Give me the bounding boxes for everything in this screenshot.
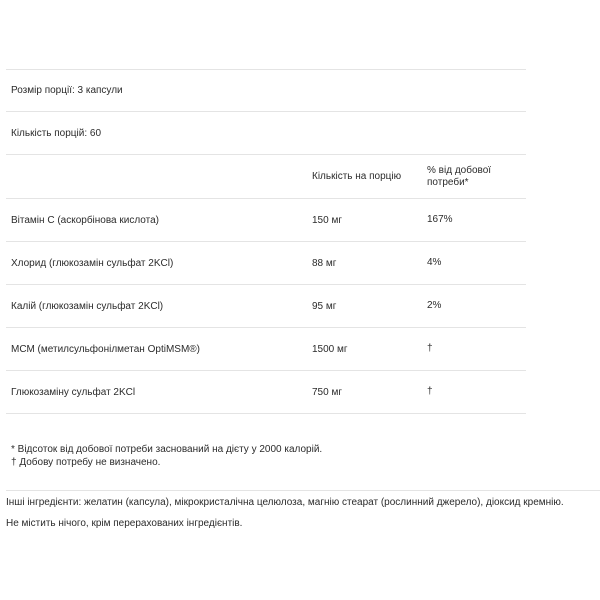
header-amount: Кількість на порцію [312,171,402,182]
footnote-percent: * Відсоток від добової потреби заснований на дієту у 2000 калорій. [11,444,323,455]
nutrient-name: Глюкозаміну сульфат 2KCl [11,386,136,398]
table-row [6,199,526,242]
table-row [6,328,526,371]
supplement-facts-table [6,0,526,414]
other-ingredients: Інші інгредієнти: желатин (капсула), мікрокристалічна целюлоза, магнію стеарат (рослинний джерело), діоксид кремнію. [6,497,564,508]
serving-size-row [6,69,526,112]
footnotes [11,444,322,469]
nutrient-daily-value: 2% [427,300,442,311]
serving-size: Розмір порції: 3 капсули [11,85,123,96]
nutrient-daily-value: † [427,386,433,397]
header-daily-value: % від добової потреби* [427,164,492,188]
table-row [6,242,526,285]
nutrient-daily-value: 4% [427,257,442,268]
table-row [6,285,526,328]
nutrient-amount: 1500 мг [312,343,348,355]
table-row [6,371,526,414]
nutrient-daily-value: 167% [427,214,453,225]
servings-per-container: Кількість порцій: 60 [11,127,102,139]
nutrient-name: Вітамін С (аскорбінова кислота) [11,214,160,226]
ingredients-section [6,490,600,529]
nutrient-amount: 750 мг [312,386,342,398]
servings-per-container-row [6,112,526,155]
nutrient-name: Хлорид (глюкозамін сульфат 2KCl) [11,257,174,269]
nutrient-name: МСМ (метилсульфонілметан OptiMSM®) [11,343,200,355]
nutrient-amount: 88 мг [312,257,337,269]
nutrient-name: Калій (глюкозамін сульфат 2KCl) [11,300,164,312]
table-header-row [6,155,526,199]
footnote-dagger: † Добову потребу не визначено. [11,456,161,468]
nutrient-amount: 95 мг [312,300,337,312]
nutrient-amount: 150 мг [312,214,342,226]
nutrient-daily-value: † [427,343,433,354]
contains-nothing-note: Не містить нічого, крім перерахованих інгредієнтів. [6,518,243,529]
